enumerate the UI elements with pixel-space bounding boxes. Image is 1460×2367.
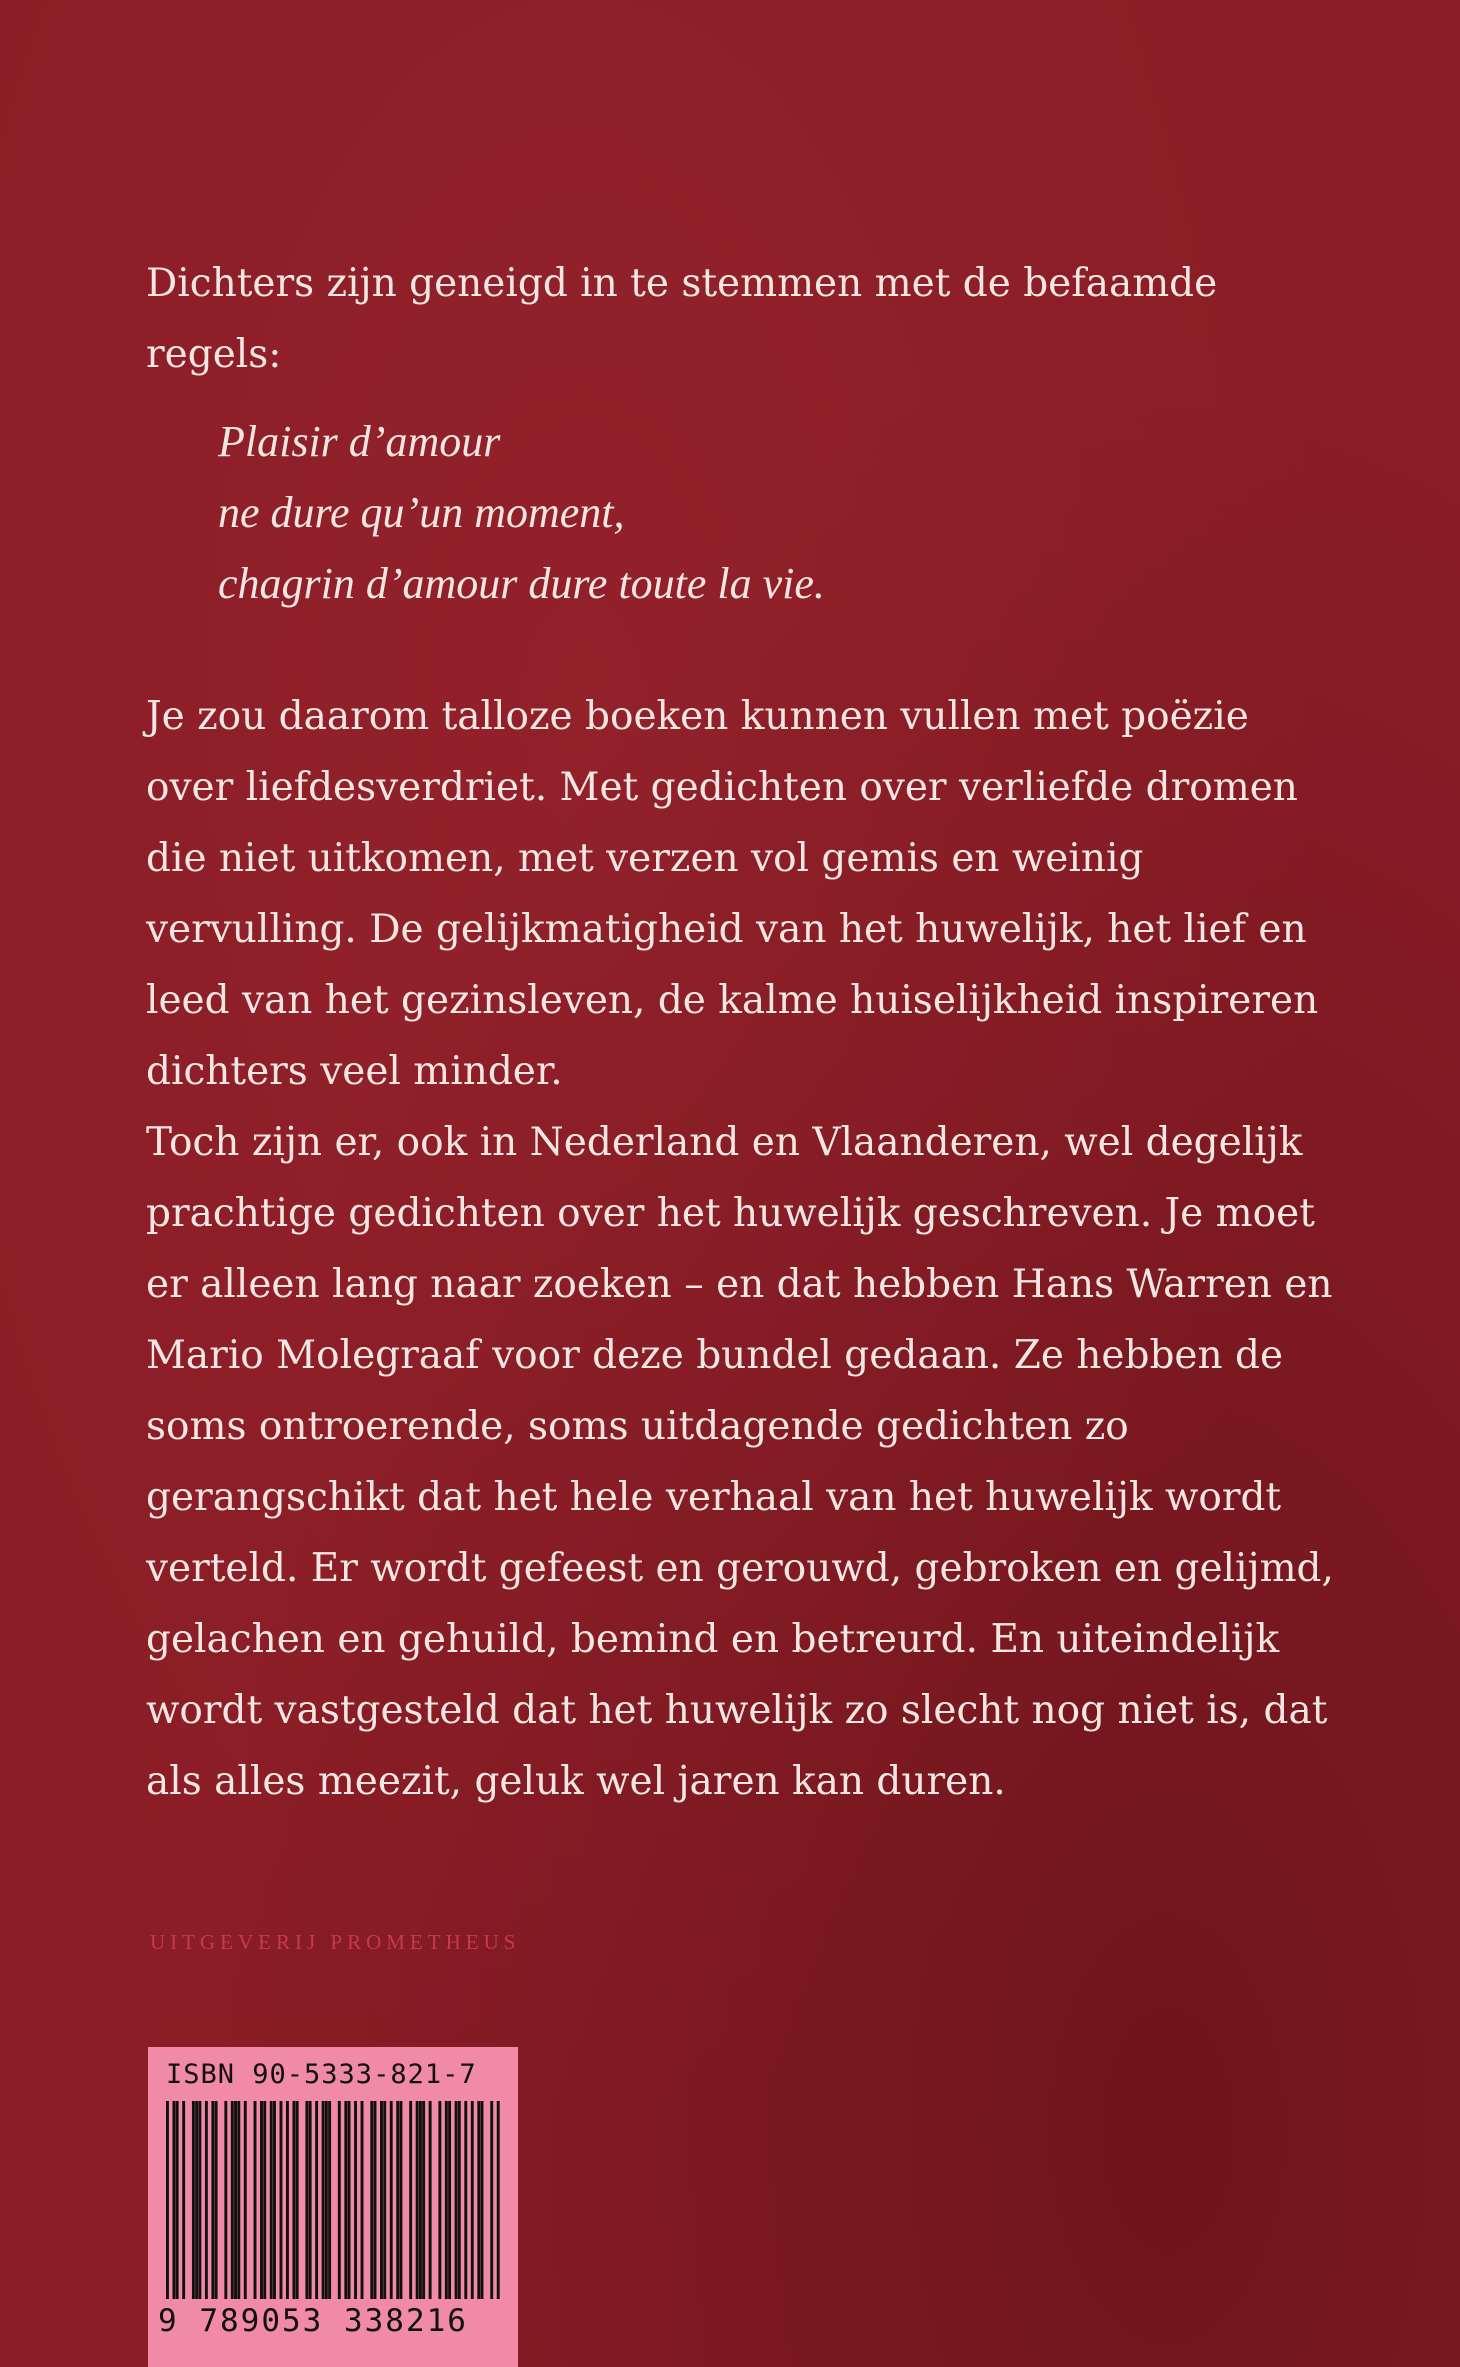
intro-text: Dichters zijn geneigd in te stemmen met de befaamde regels: bbox=[146, 261, 1218, 377]
barcode-icon bbox=[166, 2101, 500, 2299]
poem-line: chagrin d’amour dure toute la vie. bbox=[218, 559, 825, 608]
paragraph-2: Toch zijn er, ook in Nederland en Vlaanderen, wel degelijk prachtige gedichten over het huwelijk geschreven. Je moet er alleen lang naar zoeken – en dat hebben Hans Warren en Mario Molegraaf voor deze bundel gedaan. Ze hebben de soms ontroerende, soms uitdagende gedichten zo gerangschikt dat het hele verhaal van het huwelijk wordt verteld. Er wordt gefeest en gerouwd, gebroken en gelijmd, gelachen en gehuild, bemind en betreurd. En uiteindelijk wordt vastgesteld dat het huwelijk zo slecht nog niet is, dat als alles meezit, geluk wel jaren kan duren. bbox=[146, 1120, 1334, 1804]
publisher-name: UITGEVERIJ PROMETHEUS bbox=[150, 1930, 521, 1954]
blurb bbox=[146, 248, 1346, 1817]
poem-line: Plaisir d’amour bbox=[218, 417, 501, 466]
barcode-label bbox=[148, 2047, 518, 2367]
paragraph-1: Je zou daarom talloze boeken kunnen vullen met poëzie over liefdesverdriet. Met gedichten over verliefde dromen die niet uitkomen, met verzen vol gemis en weinig vervulling. De gelijkmatigheid van het huwelijk, het lief en leed van het gezinsleven, de kalme huiselijkheid inspireren dichters veel minder. bbox=[146, 694, 1319, 1094]
ean-number: 9 789053 338216 bbox=[158, 2303, 468, 2339]
poem-quote bbox=[218, 406, 1346, 619]
isbn-text: ISBN 90-5333-821-7 bbox=[166, 2059, 477, 2090]
poem-line: ne dure qu’un moment, bbox=[218, 488, 625, 537]
